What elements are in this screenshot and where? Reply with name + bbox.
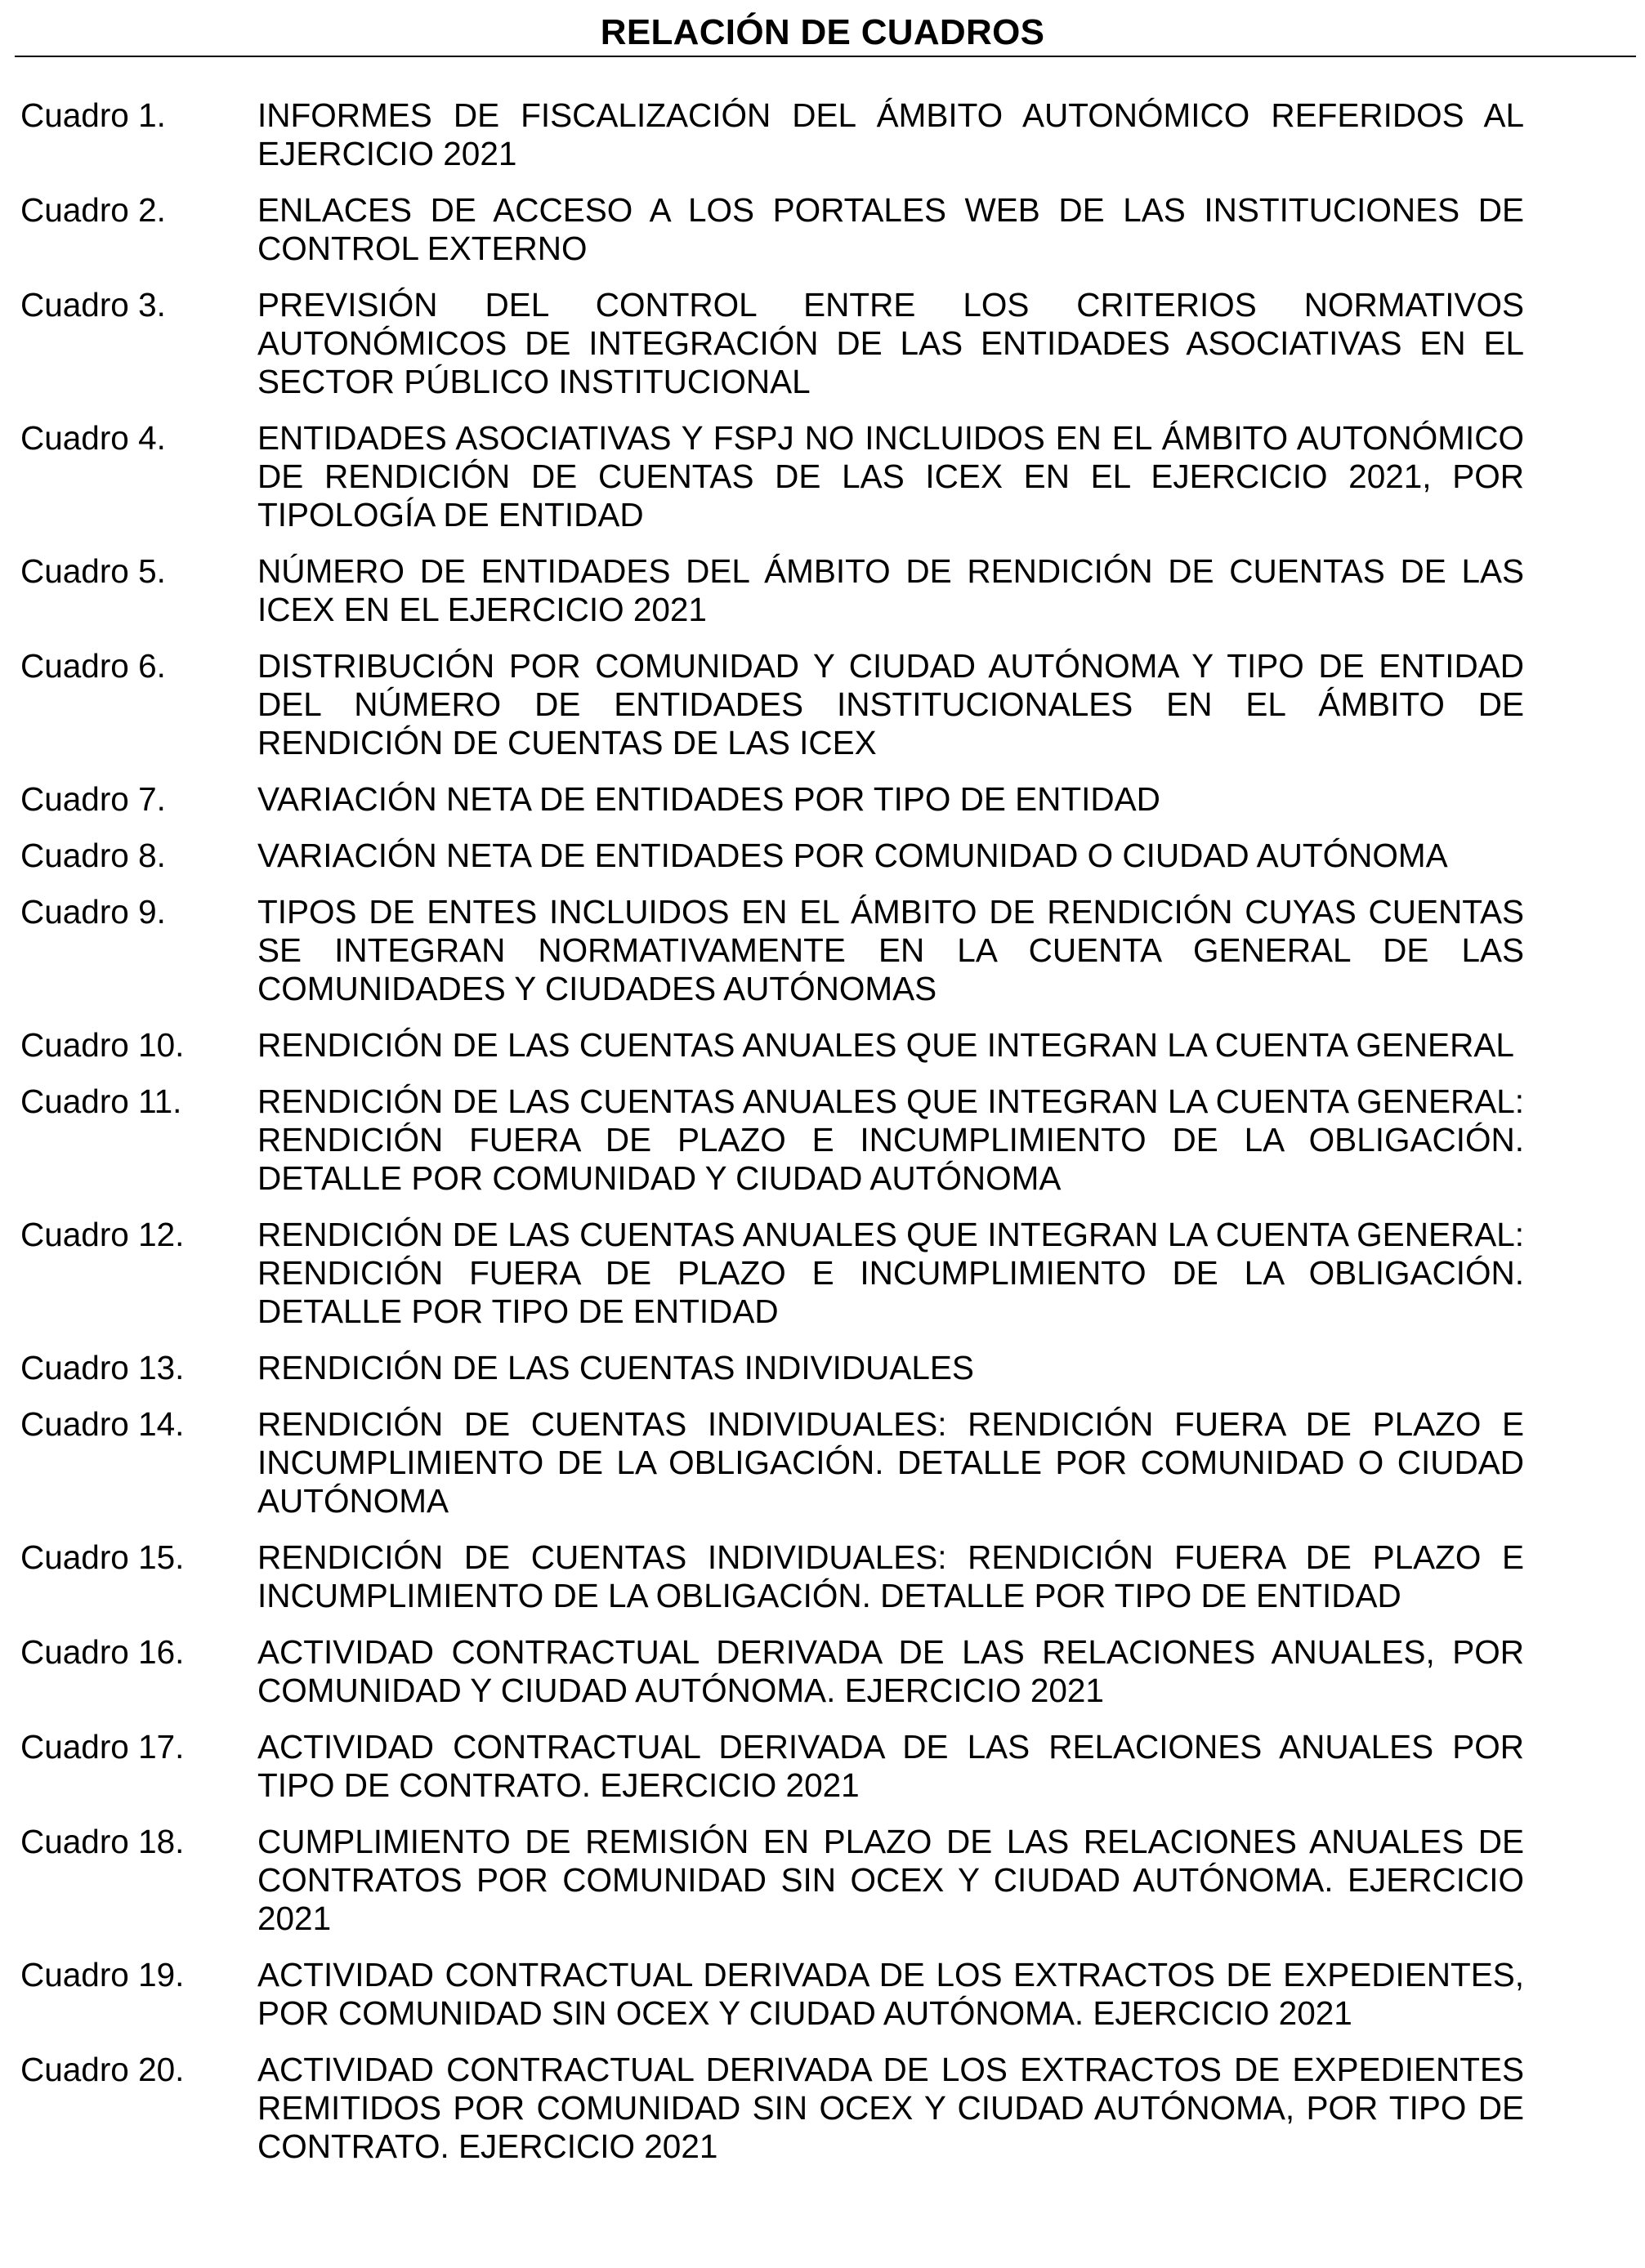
table-list	[20, 96, 1524, 2184]
entry-title: NÚMERO DE ENTIDADES DEL ÁMBITO DE RENDICIÓN DE CUENTAS DE LAS ICEX EN EL EJERCICIO 2021	[257, 552, 1524, 628]
list-item	[20, 1728, 1524, 1805]
entry-label: Cuadro 10.	[20, 1026, 185, 1064]
list-item	[20, 1216, 1524, 1331]
list-item	[20, 1405, 1524, 1520]
entry-title: TIPOS DE ENTES INCLUIDOS EN EL ÁMBITO DE RENDICIÓN CUYAS CUENTAS SE INTEGRAN NORMATIVAMENTE EN LA CUENTA GENERAL DE LAS COMUNIDADES Y CIUDADES AUTÓNOMAS	[257, 893, 1524, 1007]
entry-label: Cuadro 20.	[20, 2051, 185, 2088]
entry-title: ENLACES DE ACCESO A LOS PORTALES WEB DE LAS INSTITUCIONES DE CONTROL EXTERNO	[257, 191, 1524, 267]
entry-label: Cuadro 2.	[20, 191, 166, 229]
entry-title: CUMPLIMIENTO DE REMISIÓN EN PLAZO DE LAS RELACIONES ANUALES DE CONTRATOS POR COMUNIDAD SIN OCEX Y CIUDAD AUTÓNOMA. EJERCICIO 2021	[257, 1823, 1524, 1937]
entry-title: RENDICIÓN DE CUENTAS INDIVIDUALES: RENDICIÓN FUERA DE PLAZO E INCUMPLIMIENTO DE LA OBLIGACIÓN. DETALLE POR TIPO DE ENTIDAD	[257, 1538, 1524, 1614]
list-item	[20, 893, 1524, 1008]
entry-title: RENDICIÓN DE LAS CUENTAS ANUALES QUE INTEGRAN LA CUENTA GENERAL	[257, 1026, 1514, 1064]
list-item	[20, 647, 1524, 762]
entry-label: Cuadro 17.	[20, 1728, 185, 1766]
entry-label: Cuadro 14.	[20, 1405, 185, 1443]
entry-label: Cuadro 8.	[20, 837, 166, 874]
list-item	[20, 1026, 1524, 1065]
entry-label: Cuadro 7.	[20, 780, 166, 818]
entry-label: Cuadro 15.	[20, 1538, 185, 1576]
list-item	[20, 1538, 1524, 1615]
title-divider	[15, 56, 1636, 57]
list-item	[20, 96, 1524, 173]
list-item	[20, 1349, 1524, 1387]
entry-title: RENDICIÓN DE LAS CUENTAS ANUALES QUE INTEGRAN LA CUENTA GENERAL: RENDICIÓN FUERA DE PLAZO E INCUMPLIMIENTO DE LA OBLIGACIÓN. DETALLE POR TIPO DE ENTIDAD	[257, 1216, 1524, 1330]
entry-title: DISTRIBUCIÓN POR COMUNIDAD Y CIUDAD AUTÓNOMA Y TIPO DE ENTIDAD DEL NÚMERO DE ENTIDADES INSTITUCIONALES EN EL ÁMBITO DE RENDICIÓN DE CUENTAS DE LAS ICEX	[257, 647, 1524, 761]
list-item	[20, 780, 1524, 819]
entry-title: ACTIVIDAD CONTRACTUAL DERIVADA DE LAS RELACIONES ANUALES POR TIPO DE CONTRATO. EJERCICIO 2021	[257, 1728, 1524, 1804]
entry-label: Cuadro 6.	[20, 647, 166, 685]
entry-title: ACTIVIDAD CONTRACTUAL DERIVADA DE LOS EXTRACTOS DE EXPEDIENTES, POR COMUNIDAD SIN OCEX Y CIUDAD AUTÓNOMA. EJERCICIO 2021	[257, 1956, 1524, 2032]
list-item	[20, 2051, 1524, 2166]
entry-label: Cuadro 19.	[20, 1956, 185, 1993]
entry-title: ENTIDADES ASOCIATIVAS Y FSPJ NO INCLUIDOS EN EL ÁMBITO AUTONÓMICO DE RENDICIÓN DE CUENTAS DE LAS ICEX EN EL EJERCICIO 2021, POR TIPOLOGÍA DE ENTIDAD	[257, 419, 1524, 534]
entry-title: RENDICIÓN DE CUENTAS INDIVIDUALES: RENDICIÓN FUERA DE PLAZO E INCUMPLIMIENTO DE LA OBLIGACIÓN. DETALLE POR COMUNIDAD O CIUDAD AUTÓNOMA	[257, 1405, 1524, 1520]
entry-title: VARIACIÓN NETA DE ENTIDADES POR COMUNIDAD O CIUDAD AUTÓNOMA	[257, 837, 1448, 874]
entry-title: RENDICIÓN DE LAS CUENTAS INDIVIDUALES	[257, 1349, 974, 1386]
entry-label: Cuadro 9.	[20, 893, 166, 931]
entry-label: Cuadro 4.	[20, 419, 166, 457]
entry-title: PREVISIÓN DEL CONTROL ENTRE LOS CRITERIOS NORMATIVOS AUTONÓMICOS DE INTEGRACIÓN DE LAS ENTIDADES ASOCIATIVAS EN EL SECTOR PÚBLICO INSTITUCIONAL	[257, 286, 1524, 400]
list-item	[20, 191, 1524, 268]
entry-label: Cuadro 3.	[20, 286, 166, 324]
entry-title: VARIACIÓN NETA DE ENTIDADES POR TIPO DE ENTIDAD	[257, 780, 1160, 818]
list-item	[20, 1823, 1524, 1938]
entry-title: RENDICIÓN DE LAS CUENTAS ANUALES QUE INTEGRAN LA CUENTA GENERAL: RENDICIÓN FUERA DE PLAZO E INCUMPLIMIENTO DE LA OBLIGACIÓN. DETALLE POR COMUNIDAD Y CIUDAD AUTÓNOMA	[257, 1083, 1524, 1197]
entry-title: ACTIVIDAD CONTRACTUAL DERIVADA DE LOS EXTRACTOS DE EXPEDIENTES REMITIDOS POR COMUNIDAD SIN OCEX Y CIUDAD AUTÓNOMA, POR TIPO DE CONTRATO. EJERCICIO 2021	[257, 2051, 1524, 2165]
list-item	[20, 419, 1524, 534]
entry-label: Cuadro 1.	[20, 96, 166, 134]
entry-label: Cuadro 16.	[20, 1633, 185, 1671]
entry-label: Cuadro 11.	[20, 1083, 182, 1120]
list-item	[20, 1083, 1524, 1198]
entry-label: Cuadro 5.	[20, 552, 166, 590]
page-title: RELACIÓN DE CUADROS	[600, 12, 1045, 52]
entry-label: Cuadro 13.	[20, 1349, 185, 1386]
entry-label: Cuadro 12.	[20, 1216, 185, 1253]
list-item	[20, 286, 1524, 401]
entry-title: ACTIVIDAD CONTRACTUAL DERIVADA DE LAS RELACIONES ANUALES, POR COMUNIDAD Y CIUDAD AUTÓNOMA. EJERCICIO 2021	[257, 1633, 1524, 1709]
entry-label: Cuadro 18.	[20, 1823, 185, 1860]
list-item	[20, 552, 1524, 629]
list-item	[20, 837, 1524, 875]
list-item	[20, 1633, 1524, 1710]
list-item	[20, 1956, 1524, 2033]
entry-title: INFORMES DE FISCALIZACIÓN DEL ÁMBITO AUTONÓMICO REFERIDOS AL EJERCICIO 2021	[257, 96, 1524, 172]
